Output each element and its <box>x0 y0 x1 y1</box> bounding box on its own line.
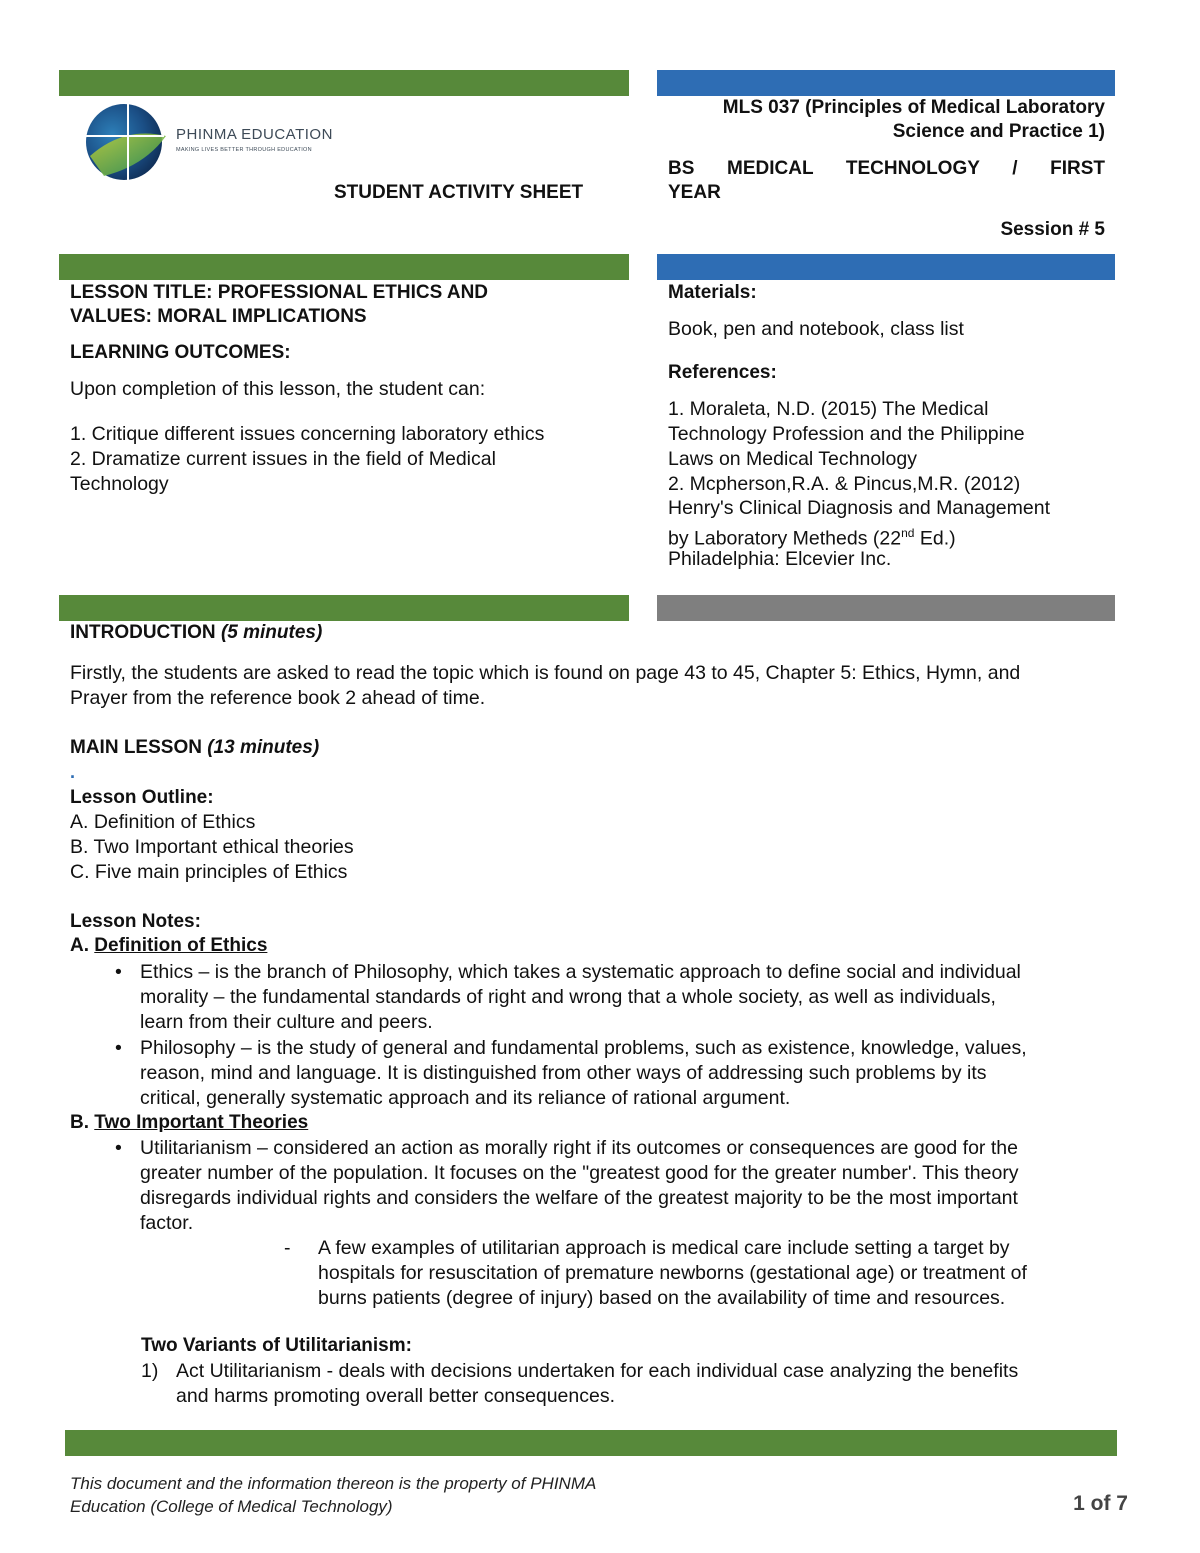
outcomes-heading: LEARNING OUTCOMES: <box>70 342 291 363</box>
example-line-1: A few examples of utilitarian approach is medical care include setting a target by <box>318 1237 1010 1259</box>
utilitarianism-line-4: factor. <box>140 1212 194 1234</box>
intro-bar <box>59 595 629 621</box>
section-b-prefix: B. <box>70 1112 95 1133</box>
utilitarianism-line-3: disregards individual rights and considers the welfare of the greatest majority to be the most important <box>140 1187 1018 1209</box>
logo-wordmark: PHINMA EDUCATION <box>176 126 333 143</box>
top-left-bar <box>59 70 629 96</box>
reference-2-line-3-edition: Ed.) <box>914 527 956 550</box>
reference-2-line-4: Philadelphia: Elcevier Inc. <box>668 548 892 570</box>
phinma-logo <box>84 96 334 188</box>
ethics-line-2: morality – the fundamental standards of right and wrong that a whole society, as well as individuals, <box>140 986 996 1008</box>
course-line-1: MLS 037 (Principles of Medical Laboratory <box>722 97 1105 118</box>
section-b-title: Two Important Theories <box>94 1112 309 1133</box>
course-line-2: Science and Practice 1) <box>892 121 1105 142</box>
example-dash: - <box>284 1237 291 1259</box>
sheet-title: STUDENT ACTIVITY SHEET <box>334 182 584 203</box>
main-lesson-time: (13 minutes) <box>207 737 320 758</box>
outline-item: C. Five main principles of Ethics <box>70 861 348 883</box>
variants-heading: Two Variants of Utilitarianism: <box>141 1335 412 1356</box>
superscript-nd: nd <box>901 526 915 540</box>
bullet-ethics <box>70 960 1140 1035</box>
philosophy-line-1: • Philosophy – is the study of general and fundamental problems, such as existence, knowledge, values, <box>140 1037 1027 1059</box>
outline-item: A. Definition of Ethics <box>70 811 256 833</box>
lesson-bar <box>59 254 629 280</box>
ethics-line-3: learn from their culture and peers. <box>140 1011 433 1033</box>
philosophy-line-3: critical, generally systematic approach and its reliance of rational argument. <box>140 1087 791 1109</box>
bullet-utilitarianism <box>70 1136 1140 1236</box>
lesson-title-line-1: LESSON TITLE: PROFESSIONAL ETHICS AND <box>70 282 489 303</box>
footer-line-2: Education (College of Medical Technology) <box>70 1497 393 1516</box>
session-number: Session # 5 <box>1000 219 1105 240</box>
outcome-1: 1. Critique different issues concerning laboratory ethics <box>70 423 545 445</box>
logo-globe-icon <box>84 96 170 188</box>
materials-heading: Materials: <box>668 282 757 303</box>
footer-bar <box>65 1430 1117 1456</box>
blue-dot: . <box>70 762 76 782</box>
intro-heading <box>70 621 322 645</box>
main-lesson-heading <box>70 736 319 760</box>
logo-tagline: MAKING LIVES BETTER THROUGH EDUCATION <box>176 147 312 153</box>
reference-1-line-1: 1. Moraleta, N.D. (2015) The Medical <box>668 398 989 420</box>
utilitarianism-line-2: greater number of the population. It focuses on the "greatest good for the greater number'. This theory <box>140 1162 1019 1184</box>
outline-heading: Lesson Outline: <box>70 787 214 808</box>
example-line-3: burns patients (degree of injury) based on the availability of time and resources. <box>318 1287 1006 1309</box>
utilitarianism-bullet <box>70 1136 1140 1236</box>
outcome-2-line-1: 2. Dramatize current issues in the field of Medical <box>70 448 496 470</box>
reference-2-line-2: Henry's Clinical Diagnosis and Management <box>668 497 1050 519</box>
ethics-line-1: • Ethics – is the branch of Philosophy, which takes a systematic approach to define social and individual <box>140 961 1021 983</box>
intro-right-bar <box>657 595 1115 621</box>
intro-time: (5 minutes) <box>220 622 323 643</box>
section-a-heading <box>70 934 267 958</box>
reference-1-line-3: Laws on Medical Technology <box>668 448 917 470</box>
bullet-philosophy <box>70 1036 1140 1111</box>
act-line-2: and harms promoting overall better consequences. <box>176 1385 615 1407</box>
utilitarianism-line-1: • Utilitarianism – considered an action as morally right if its outcomes or consequences are good for the <box>140 1137 1018 1159</box>
program-line-1: BS MEDICAL TECHNOLOGY / FIRST <box>668 158 1105 179</box>
reference-2-line-1: 2. Mcpherson,R.A. & Pincus,M.R. (2012) <box>668 473 1021 495</box>
reference-1-line-2: Technology Profession and the Philippine <box>668 423 1025 445</box>
example-line-2: hospitals for resuscitation of premature newborns (gestational age) or treatment of <box>318 1262 1027 1284</box>
intro-heading-text: INTRODUCTION <box>70 622 216 643</box>
intro-line-1: Firstly, the students are asked to read the topic which is found on page 43 to 45, Chapter 5: Ethics, Hymn, and <box>70 662 1021 684</box>
reference-2-line-3-text: by Laboratory Metheds (22 <box>668 527 902 550</box>
notes-heading: Lesson Notes: <box>70 911 201 932</box>
outcomes-intro: Upon completion of this lesson, the student can: <box>70 378 486 400</box>
philosophy-line-2: reason, mind and language. It is distinguished from other ways of addressing such problems by its <box>140 1062 987 1084</box>
section-a-prefix: A. <box>70 935 95 956</box>
lesson-title-line-2: VALUES: MORAL IMPLICATIONS <box>70 306 367 327</box>
section-b-heading <box>70 1111 308 1135</box>
act-line-1: Act Utilitarianism - deals with decisions undertaken for each individual case analyzing the benefits <box>176 1360 1019 1382</box>
top-right-bar <box>657 70 1115 96</box>
act-number: 1) <box>141 1360 159 1382</box>
materials-bar <box>657 254 1115 280</box>
outline-item: B. Two Important ethical theories <box>70 836 354 858</box>
outcome-2-line-2: Technology <box>70 473 169 495</box>
section-a-title: Definition of Ethics <box>94 935 268 956</box>
ethics-bullets <box>70 960 1140 1111</box>
program-line-2: YEAR <box>668 182 721 203</box>
footer-line-1: This document and the information thereon is the property of PHINMA <box>70 1474 597 1493</box>
references-heading: References: <box>668 362 777 383</box>
intro-line-2: Prayer from the reference book 2 ahead of time. <box>70 687 486 709</box>
page-number: 1 of 7 <box>1073 1492 1128 1515</box>
main-lesson-heading-text: MAIN LESSON <box>70 737 202 758</box>
materials-text: Book, pen and notebook, class list <box>668 318 964 340</box>
